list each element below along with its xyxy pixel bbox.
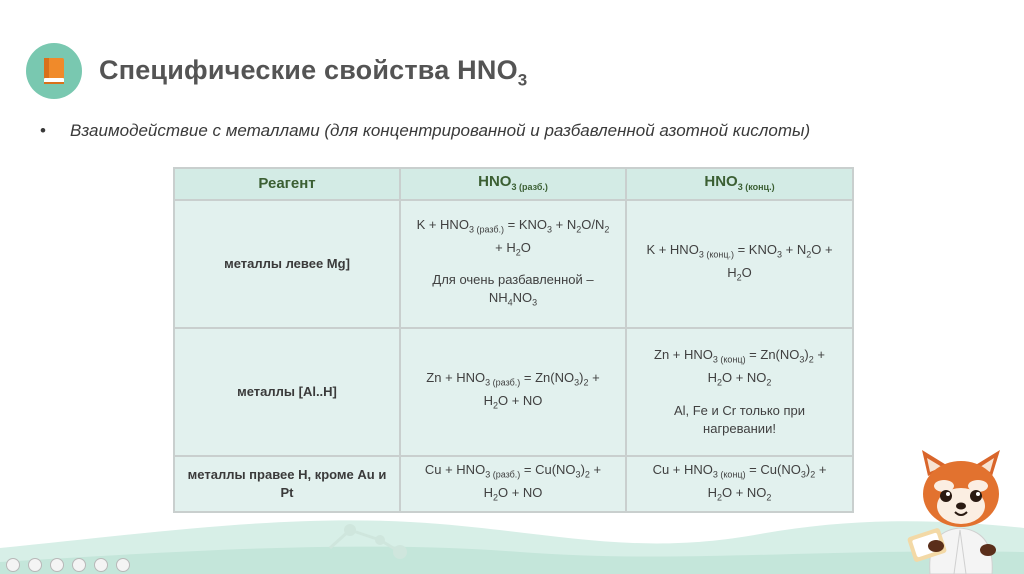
equation-line: $H_2O + NO_2$ [707, 485, 772, 503]
concentrated-cell [626, 456, 853, 512]
equation-line: $Cu + HNO_{3 (конц)} = Cu(NO_3)_2$ + [652, 462, 827, 480]
slide-toolbar [6, 558, 130, 572]
toolbar-button[interactable] [94, 558, 108, 572]
note-text: Al, Fe и Cr только при нагревании! [673, 402, 806, 436]
toolbar-button[interactable] [50, 558, 64, 572]
equation-line: $K + HNO_{3 (разб.)} = KNO_3 + N_2O/N_2$ [416, 217, 610, 235]
note-text: Для очень разбавленной – [432, 272, 594, 288]
dilute-cell [400, 456, 626, 512]
equation-line: $NH_4NO_3$ [488, 290, 538, 308]
dilute-cell [400, 328, 626, 456]
toolbar-button[interactable] [28, 558, 42, 572]
table-row [174, 328, 853, 456]
equation-line: $H_2O + NO_2$ [707, 370, 772, 388]
toolbar-button[interactable] [72, 558, 86, 572]
dilute-cell [400, 200, 626, 328]
header-dilute: $HNO_{3 (разб.)}$ [400, 168, 626, 200]
concentrated-cell [626, 200, 853, 328]
equation-line: $Zn + HNO_{3 (разб.)} = Zn(NO_3)_2$ + [426, 370, 600, 388]
table-header-row [174, 168, 853, 200]
reagent-cell: металлы правее H, кроме Au и Pt [174, 456, 400, 512]
header-reagent: Реагент [174, 168, 400, 200]
toolbar-button[interactable] [116, 558, 130, 572]
bullet-item [40, 121, 810, 141]
red-panda-mascot [902, 446, 1020, 574]
bullet-marker: • [40, 121, 46, 140]
toolbar-button[interactable] [6, 558, 20, 572]
equation-line: $Zn + HNO_{3 (конц)} = Zn(NO_3)_2$ + [654, 347, 825, 365]
equation-line: $H_2O$ + NO [483, 485, 543, 503]
equation-line: + $H_2O$ [495, 239, 531, 258]
concentrated-cell [626, 328, 853, 456]
book-icon [40, 56, 68, 86]
title-badge [26, 43, 82, 99]
equation-line: $K + HNO_{3 (конц.)} = KNO_3 + N_2O$ + [646, 242, 833, 260]
table-row [174, 456, 853, 512]
equation-line: $H_2O$ + NO [483, 393, 543, 411]
reaction-table [173, 167, 854, 513]
reagent-cell: металлы [Al..H] [174, 328, 400, 456]
reagent-cell: металлы левее Mg] [174, 200, 400, 328]
header-concentrated: $HNO_{3 (конц.)}$ [626, 168, 853, 200]
reaction-table-wrapper [173, 167, 852, 504]
equation-line: $Cu + HNO_{3 (разб.)} = Cu(NO_3)_2$ + [424, 462, 602, 480]
bullet-text: Взаимодействие с металлами (для концентрированной и разбавленной азотной кислоты) [70, 121, 811, 140]
table-row [174, 200, 853, 328]
page-title: Специфические свойства $HNO_3$ [99, 55, 528, 90]
equation-line: $H_2O$ [727, 265, 752, 283]
